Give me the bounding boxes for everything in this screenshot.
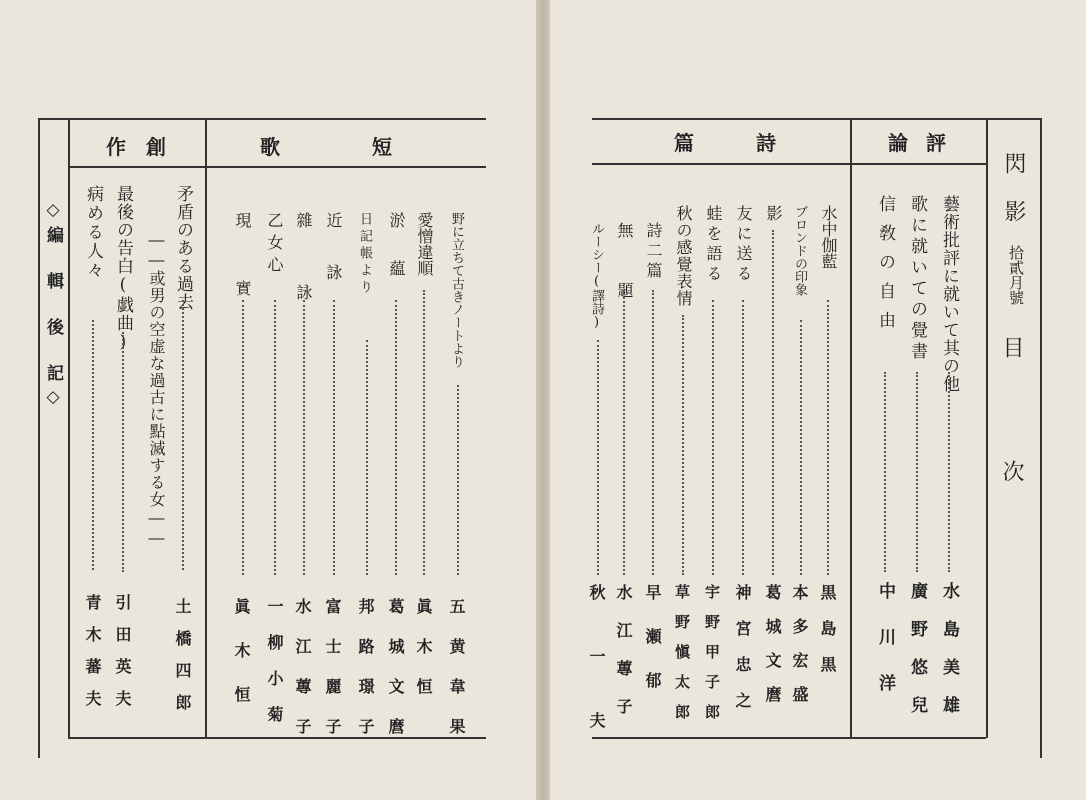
tanka-title-7: 乙女心: [265, 212, 284, 278]
tanka-author-6: 水 江 蓴 子: [293, 598, 312, 738]
leader-dots: [395, 300, 397, 575]
leader-dots: [948, 372, 950, 572]
creative-title-2: 最後の告白(戯曲): [113, 185, 133, 353]
leader-dots: [623, 290, 625, 575]
leader-dots: [303, 300, 305, 575]
tanka-title-1: 野に立ちて古きノートより: [449, 212, 464, 368]
leader-dots: [884, 372, 886, 572]
leader-dots: [333, 300, 335, 575]
left-border: [38, 118, 40, 758]
leader-dots: [423, 290, 425, 575]
leader-dots: [274, 300, 276, 575]
creative-author-3: 青 木 蕃 夫: [83, 594, 102, 706]
header-rule: [68, 166, 486, 168]
section-tanka-char1: 歌: [260, 135, 280, 159]
leader-dots: [742, 300, 744, 575]
leader-dots: [772, 230, 774, 575]
leader-dots: [827, 300, 829, 575]
editorial-note: ◇編 輯 後 記◇: [43, 200, 63, 413]
leader-dots: [916, 372, 918, 572]
poetry-title-9: ルーシー(譯詩): [589, 222, 604, 330]
criticism-author-3: 中 川 洋: [875, 582, 895, 697]
tanka-author-8: 眞 木 恒: [232, 598, 251, 708]
poetry-title-5: 蛙を語る: [704, 205, 723, 285]
poetry-title-6: 秋の感覺表情: [674, 205, 693, 307]
leader-dots: [92, 320, 94, 570]
criticism-title-1: 藝術批評に就いて其の他: [939, 195, 959, 393]
section-tanka-char2: 短: [372, 135, 392, 159]
poetry-author-9: 秋 一 夫: [587, 584, 606, 744]
bottom-rule: [68, 737, 486, 739]
criticism-title-2: 歌に就いての覺書: [907, 195, 927, 363]
poetry-title-1: 水中伽藍: [819, 205, 838, 269]
section-criticism-char2: 評: [926, 131, 946, 155]
leader-dots: [182, 300, 184, 570]
section-divider: [850, 118, 852, 738]
poetry-author-7: 早 瀬 郁: [643, 584, 662, 694]
poetry-author-4: 神 宮 忠 之: [733, 584, 752, 710]
leader-dots: [800, 320, 802, 575]
section-criticism-char1: 論: [888, 131, 908, 155]
leader-dots: [242, 300, 244, 575]
book-gutter: [536, 0, 550, 800]
leader-dots: [457, 385, 459, 575]
issue-label: 拾貳月號: [1007, 245, 1025, 305]
criticism-author-1: 水 島 美 雄: [939, 582, 959, 715]
poetry-title-2: ブロンドの印象: [792, 205, 807, 296]
magazine-title: 閃 影: [1001, 152, 1026, 224]
poetry-title-7: 詩二篇: [644, 222, 663, 282]
poetry-title-8: 無 題: [615, 222, 634, 312]
poetry-author-3: 葛 城 文 麿: [763, 584, 782, 703]
section-creative-char2: 創: [146, 135, 166, 159]
tanka-author-2: 眞 木 恒: [414, 598, 433, 698]
poetry-title-4: 友に送る: [734, 205, 753, 285]
leader-dots: [712, 300, 714, 575]
tanka-title-3: 淤 藴: [387, 212, 406, 276]
creative-subtitle-1: ――或男の空虚な過古に點滅する女――: [147, 230, 166, 548]
toc-label: 目 次: [999, 336, 1024, 522]
poetry-author-1: 黒 島 黒: [818, 584, 837, 674]
inner-left-border: [68, 118, 70, 738]
right-page: [550, 0, 1086, 800]
leader-dots: [366, 340, 368, 575]
inner-right-border: [986, 118, 988, 738]
creative-title-3: 病める人々: [83, 185, 103, 280]
tanka-title-2: 愛憎違順: [415, 212, 434, 276]
header-rule: [592, 163, 986, 165]
creative-author-1: 土 橋 四 郎: [173, 598, 192, 710]
criticism-author-2: 廣 野 悠 兒: [907, 582, 927, 715]
tanka-author-3: 葛 城 文 麿: [386, 598, 405, 738]
tanka-author-1: 五 黄 韋 果: [447, 598, 466, 738]
outer-right-border: [1040, 118, 1042, 758]
section-poetry-char1: 篇: [674, 131, 694, 155]
tanka-title-5: 近 詠: [324, 212, 343, 290]
creative-title-1: 矛盾のある過去: [173, 185, 193, 311]
section-creative-char1: 作: [106, 135, 126, 159]
left-page: [0, 0, 536, 800]
section-divider: [205, 118, 207, 738]
creative-author-2: 引 田 英 夫: [113, 594, 132, 706]
leader-dots: [682, 315, 684, 575]
tanka-title-4: 日記帳より: [357, 212, 372, 297]
poetry-author-6: 草 野 愼 太 郎: [673, 584, 691, 719]
leader-dots: [122, 332, 124, 572]
leader-dots: [652, 290, 654, 575]
criticism-title-3: 信敎の自由: [875, 195, 895, 340]
tanka-author-4: 邦 路 璟 子: [356, 598, 375, 738]
poetry-author-2: 本 多 宏 盛: [790, 584, 809, 703]
bottom-rule: [592, 737, 986, 739]
poetry-author-8: 水 江 蓴 子: [614, 584, 633, 717]
tanka-title-6: 雜 詠: [294, 212, 313, 320]
top-rule: [38, 118, 486, 120]
poetry-author-5: 宇 野 甲 子 郎: [703, 584, 721, 719]
tanka-author-7: 一 柳 小 菊: [265, 598, 284, 724]
tanka-author-5: 富 士 麗 子: [323, 598, 342, 738]
section-poetry-char2: 詩: [756, 131, 776, 155]
top-rule: [592, 118, 1042, 120]
tanka-title-8: 現 實: [233, 212, 252, 314]
poetry-title-3: 影: [764, 205, 783, 221]
leader-dots: [597, 340, 599, 575]
